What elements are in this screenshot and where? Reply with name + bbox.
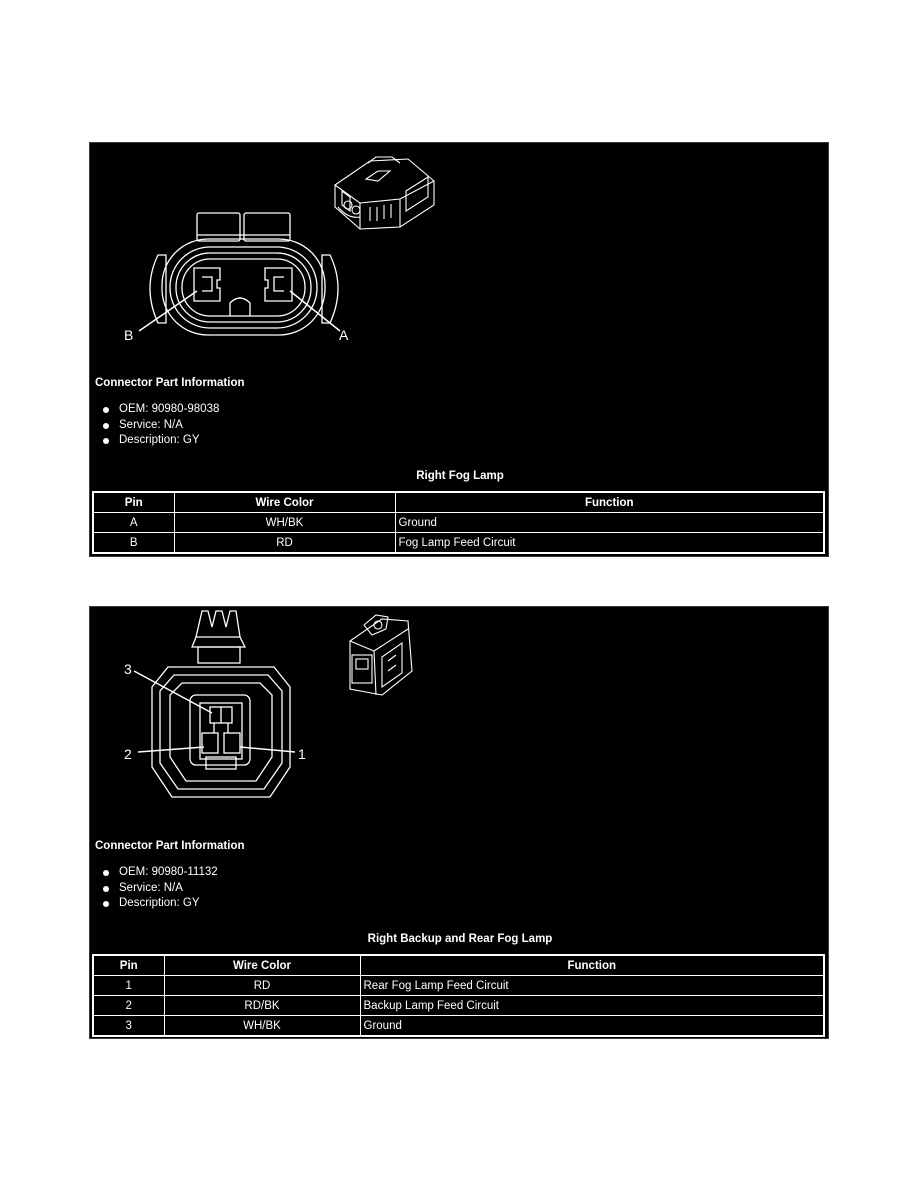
connector-panel-right-backup-rear-fog-lamp [89,606,829,1039]
table-header-row [93,955,824,976]
table-row [93,533,824,554]
cell-function: Fog Lamp Feed Circuit [395,533,824,554]
cell-function: Ground [360,1016,824,1037]
header-function: Function [360,955,824,976]
cell-function: Backup Lamp Feed Circuit [360,996,824,1016]
service-part-number: Service: N/A [101,881,218,897]
oem-part-number: OEM: 90980-98038 [101,402,219,418]
connector-info-title: Connector Part Information [95,840,245,852]
connector-info-list [101,402,219,449]
pin-label-1: 1 [298,746,306,762]
cell-wire-color: WH/BK [174,513,395,533]
connector-description: Description: GY [101,433,219,449]
cell-function: Ground [395,513,824,533]
cell-pin: 2 [93,996,164,1016]
header-pin: Pin [93,955,164,976]
cell-function: Rear Fog Lamp Feed Circuit [360,976,824,996]
header-wire-color: Wire Color [174,492,395,513]
connector-panel-right-fog-lamp [89,142,829,557]
table-row [93,513,824,533]
cell-wire-color: RD [164,976,360,996]
pinout-table [92,954,825,1037]
table-title: Right Backup and Rear Fog Lamp [367,933,553,945]
cell-wire-color: WH/BK [164,1016,360,1037]
pinout-table [92,491,825,554]
connector-face-diagram [90,143,830,353]
cell-pin: B [93,533,174,554]
header-wire-color: Wire Color [164,955,360,976]
cell-wire-color: RD [174,533,395,554]
table-row [93,1016,824,1037]
service-part-number: Service: N/A [101,418,219,434]
pin-label-3: 3 [124,661,132,677]
header-pin: Pin [93,492,174,513]
connector-info-title: Connector Part Information [95,377,245,389]
connector-info-list [101,865,218,912]
header-function: Function [395,492,824,513]
connector-face-diagram [90,607,830,837]
table-title: Right Fog Lamp [416,470,504,482]
table-header-row [93,492,824,513]
connector-description: Description: GY [101,896,218,912]
oem-part-number: OEM: 90980-11132 [101,865,218,881]
pin-label-a: A [339,327,349,343]
table-row [93,976,824,996]
cell-wire-color: RD/BK [164,996,360,1016]
cell-pin: A [93,513,174,533]
cell-pin: 1 [93,976,164,996]
cell-pin: 3 [93,1016,164,1037]
table-row [93,996,824,1016]
pin-label-2: 2 [124,746,132,762]
pin-label-b: B [124,327,134,343]
